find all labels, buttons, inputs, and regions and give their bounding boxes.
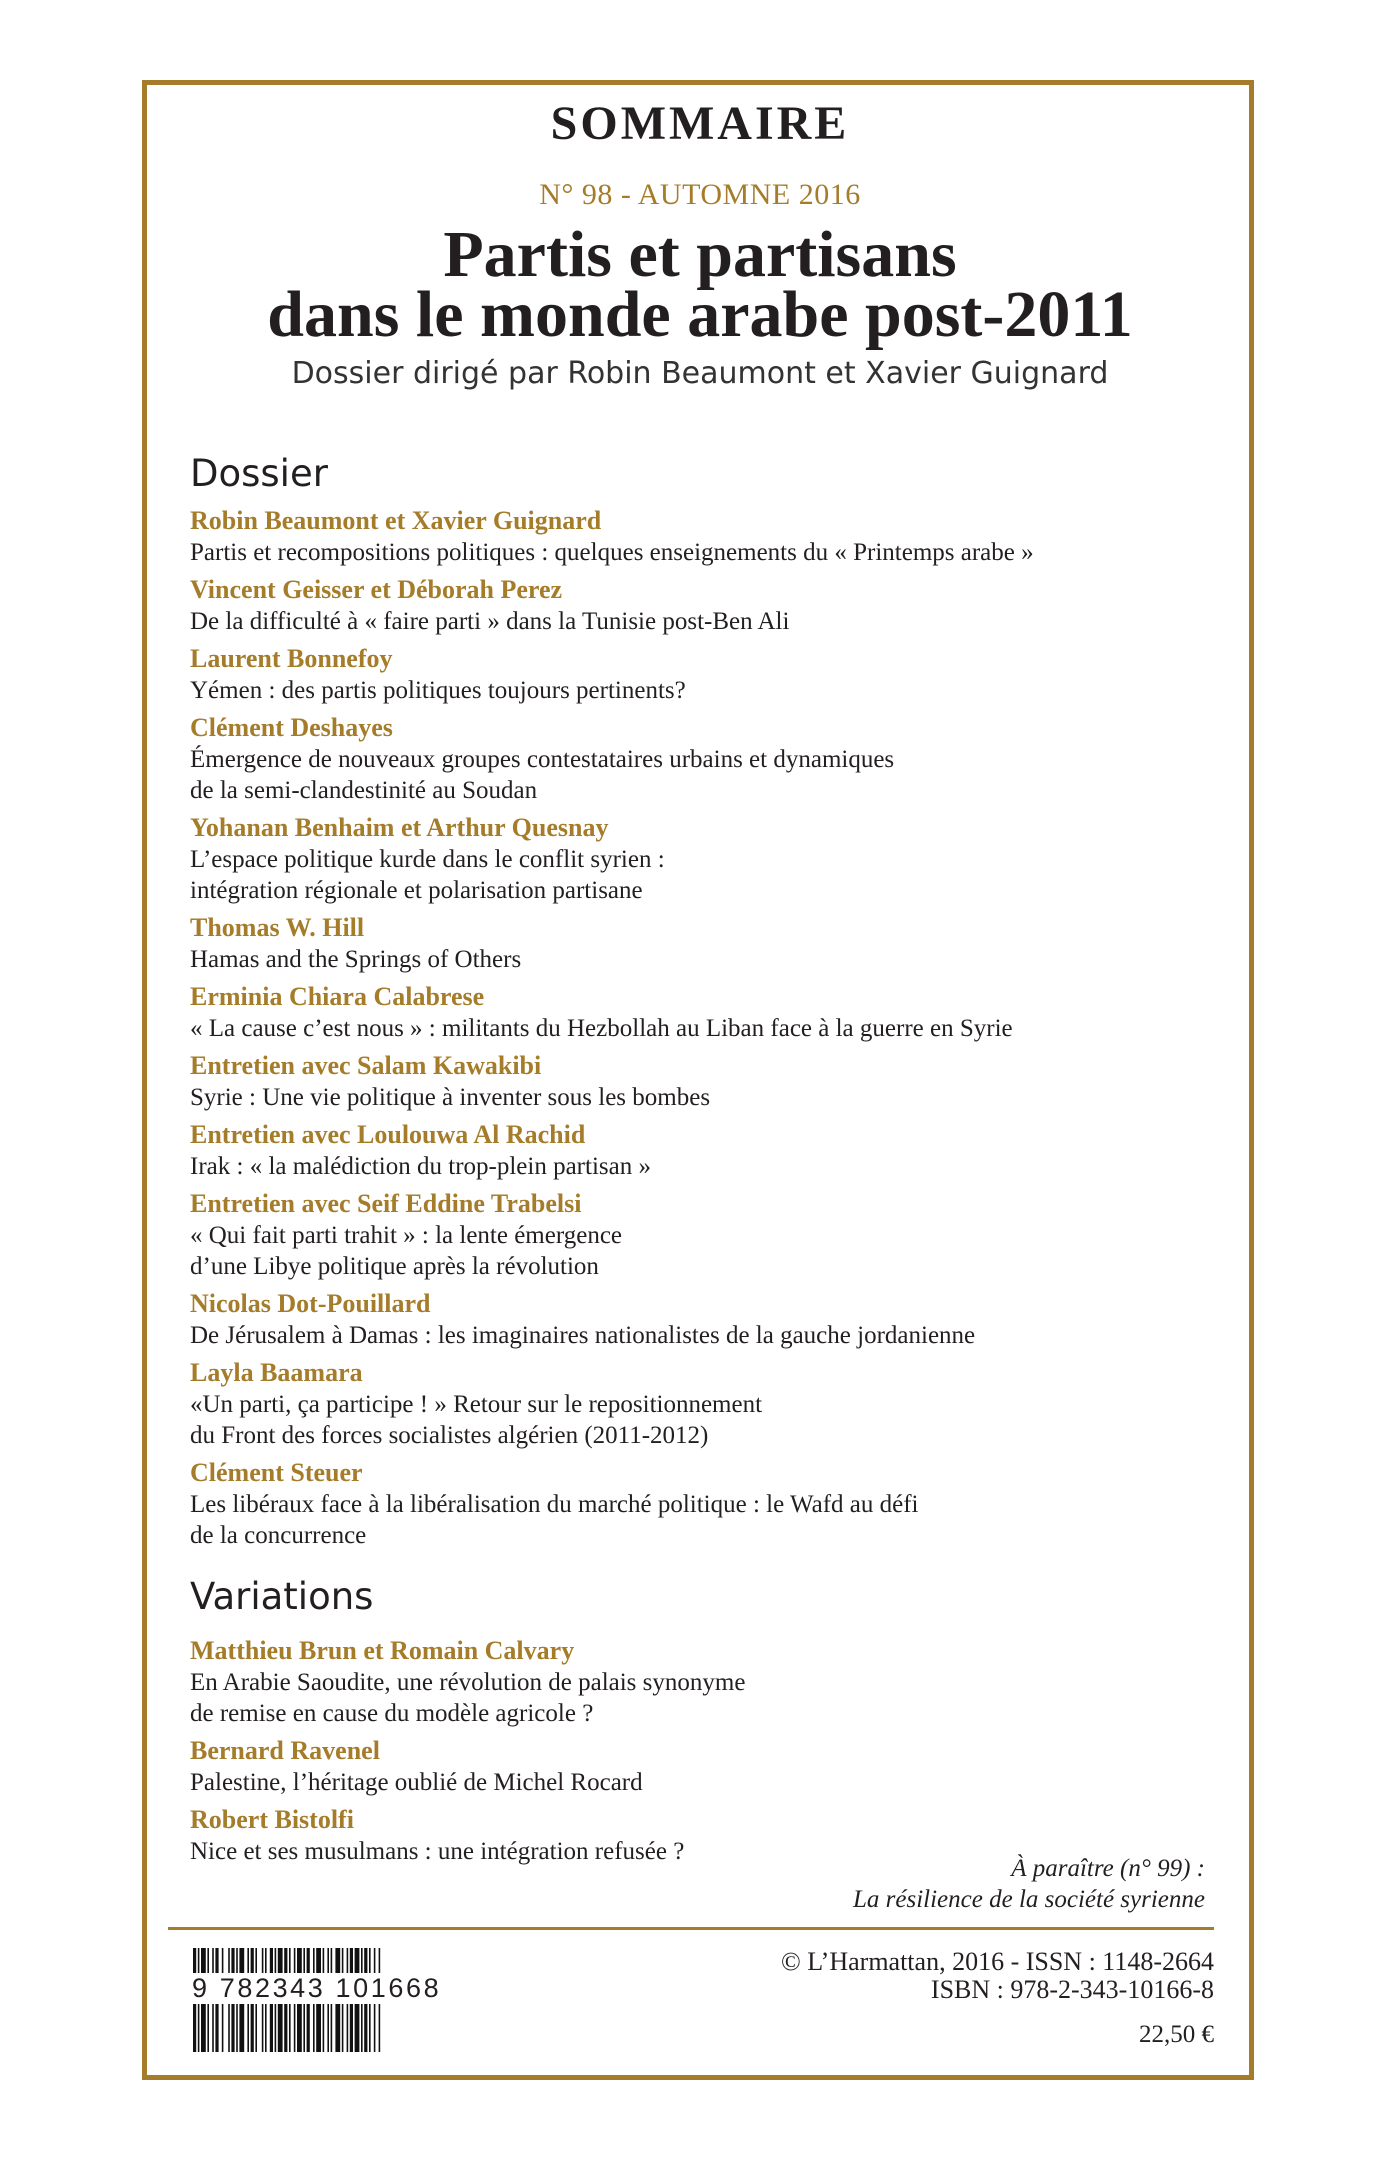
- footer-divider: [168, 1927, 1214, 1930]
- dossier-editors: Dossier dirigé par Robin Beaumont et Xavier Guignard: [291, 356, 1109, 391]
- entry-title: Palestine, l’héritage oublié de Michel Rocard: [190, 1769, 643, 1796]
- entry-title: Hamas and the Springs of Others: [190, 946, 522, 973]
- copyright-line: © L’Harmattan, 2016 - ISSN : 1148-2664: [780, 1947, 1214, 1976]
- dossier-title-line2: dans le monde arabe post-2011: [267, 278, 1133, 351]
- entry-author: Laurent Bonnefoy: [190, 644, 393, 673]
- entry-author: Bernard Ravenel: [190, 1736, 380, 1765]
- entry-author: Vincent Geisser et Déborah Perez: [190, 575, 563, 604]
- entry-title: « Qui fait parti trahit » : la lente émergence d’une Libye politique après la révolution: [190, 1222, 623, 1280]
- toc-entry: [190, 712, 1220, 806]
- entry-author: Robert Bistolfi: [190, 1805, 354, 1834]
- entry-author: Entretien avec Seif Eddine Trabelsi: [190, 1189, 582, 1218]
- entry-title: En Arabie Saoudite, une révolution de palais synonyme de remise en cause du modèle agricole ?: [190, 1669, 746, 1727]
- variations-list: [190, 1635, 1220, 1867]
- entry-title: Irak : « la malédiction du trop-plein partisan »: [190, 1153, 651, 1180]
- upcoming-issue-title: La résilience de la société syrienne: [853, 1886, 1205, 1913]
- price: 22,50 €: [1139, 2021, 1214, 2048]
- toc-entry: [190, 1357, 1220, 1451]
- entry-title: L’espace politique kurde dans le conflit syrien : intégration régionale et polarisation partisane: [190, 846, 665, 904]
- entry-title: De la difficulté à « faire parti » dans la Tunisie post-Ben Ali: [190, 608, 790, 635]
- toc-entry: [190, 912, 1220, 975]
- entry-author: Entretien avec Salam Kawakibi: [190, 1051, 542, 1080]
- entry-title: «Un parti, ça participe ! » Retour sur le repositionnement du Front des forces socialistes algérien (2011-2012): [190, 1391, 763, 1449]
- variations-section-heading: Variations: [190, 1575, 374, 1618]
- barcode-digits: 9 782343 101668: [189, 1973, 444, 2004]
- entry-title: De Jérusalem à Damas : les imaginaires nationalistes de la gauche jordanienne: [190, 1322, 976, 1349]
- toc-entry: [190, 1288, 1220, 1351]
- toc-entry: [190, 574, 1220, 637]
- entry-author: Clément Deshayes: [190, 713, 393, 742]
- toc-entry: [190, 1635, 1220, 1729]
- entry-title: Nice et ses musulmans : une intégration refusée ?: [190, 1838, 685, 1865]
- entry-author: Robin Beaumont et Xavier Guignard: [190, 506, 602, 535]
- toc-entry: [190, 1735, 1220, 1798]
- toc-entry: [190, 1188, 1220, 1282]
- toc-entry: [190, 643, 1220, 706]
- toc-entry: [190, 812, 1220, 906]
- toc-entry: [190, 981, 1220, 1044]
- entry-title: « La cause c’est nous » : militants du Hezbollah au Liban face à la guerre en Syrie: [190, 1015, 1013, 1042]
- entry-title: Les libéraux face à la libéralisation du marché politique : le Wafd au défi de la concurrence: [190, 1491, 919, 1549]
- isbn-line: ISBN : 978-2-343-10166-8: [930, 1975, 1214, 2004]
- issue-number: N° 98 - AUTOMNE 2016: [539, 178, 861, 211]
- toc-entry: [190, 505, 1220, 568]
- entry-title: Partis et recompositions politiques : quelques enseignements du « Printemps arabe »: [190, 539, 1034, 566]
- dossier-list: [190, 505, 1220, 1551]
- entry-author: Erminia Chiara Calabrese: [190, 982, 485, 1011]
- entry-title: Yémen : des partis politiques toujours pertinents?: [190, 677, 686, 704]
- upcoming-issue: [853, 1853, 1205, 1915]
- toc-entry: [190, 1119, 1220, 1182]
- entry-author: Thomas W. Hill: [190, 913, 365, 942]
- entry-author: Entretien avec Loulouwa Al Rachid: [190, 1120, 586, 1149]
- entry-author: Yohanan Benhaim et Arthur Quesnay: [190, 813, 609, 842]
- entry-author: Layla Baamara: [190, 1358, 363, 1387]
- publication-info: [781, 1948, 1214, 2004]
- toc-entry: [190, 1050, 1220, 1113]
- toc-entry: [190, 1457, 1220, 1551]
- upcoming-issue-label: À paraître (n° 99) :: [1011, 1855, 1205, 1882]
- entry-title: Syrie : Une vie politique à inventer sous les bombes: [190, 1084, 711, 1111]
- sommaire-heading: SOMMAIRE: [550, 97, 850, 150]
- entry-author: Nicolas Dot-Pouillard: [190, 1289, 431, 1318]
- dossier-section-heading: Dossier: [190, 452, 328, 495]
- dossier-title-line1: Partis et partisans: [443, 218, 957, 291]
- entry-author: Matthieu Brun et Romain Calvary: [190, 1636, 575, 1665]
- entry-title: Émergence de nouveaux groupes contestataires urbains et dynamiques de la semi-clandestinité au Soudan: [190, 746, 895, 804]
- entry-author: Clément Steuer: [190, 1458, 363, 1487]
